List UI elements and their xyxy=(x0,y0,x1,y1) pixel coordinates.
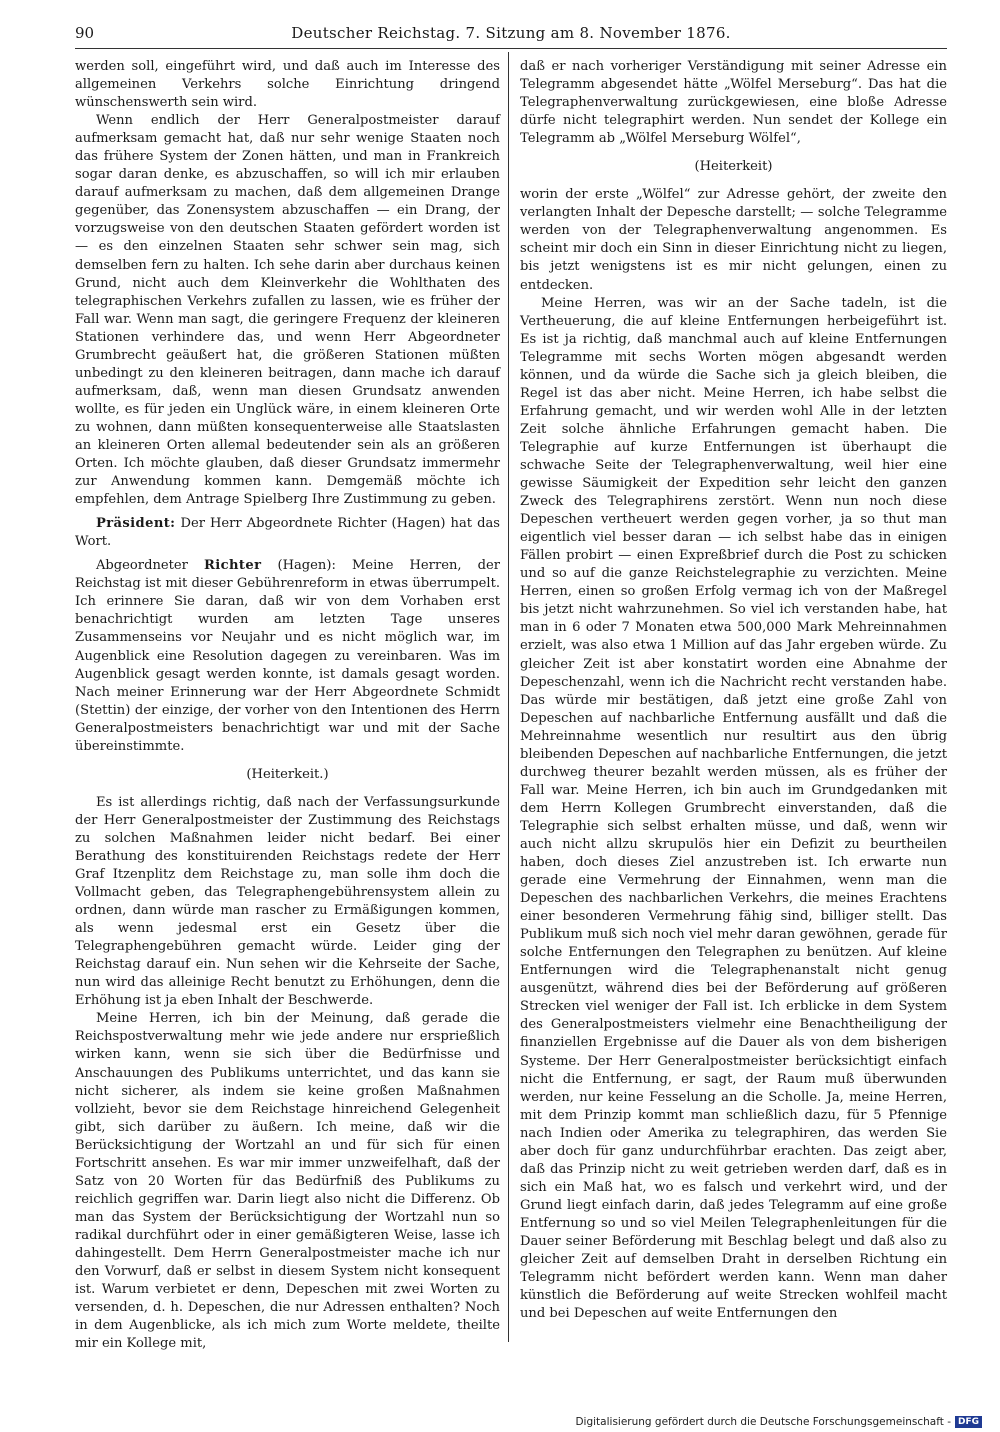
speaker-name: Präsident: xyxy=(95,516,176,532)
speech-text: Der Herr Abgeordnete Richter (Hagen) hat das Wort. xyxy=(75,516,500,550)
page-number: 90 xyxy=(75,24,95,42)
interjection: (Heiterkeit) xyxy=(694,159,773,175)
dfg-logo: DFG xyxy=(955,1416,982,1428)
paragraph: daß er nach vorheriger Verständigung mit seiner Adresse ein Telegramm abgesendet hätte „Wölfel Merseburg“. Das hat die Telegraphenverwaltung zurückgewiesen, eine bloße Adresse dürfe nicht telegraphirt werden. Nun sendet der Kollege ein Telegramm ab „Wölfel Merseburg Wölfel“, xyxy=(520,59,947,147)
running-head: Deutscher Reichstag. 7. Sitzung am 8. November 1876. xyxy=(291,24,731,42)
footer-credit xyxy=(575,1416,982,1428)
paragraph: werden soll, eingeführt wird, und daß auch im Interesse des allgemeinen Verkehrs solche Einrichtung dringend wünschenswerth sein wird. xyxy=(75,59,500,111)
page-header xyxy=(75,22,947,44)
speaker-name: Richter xyxy=(203,558,262,574)
right-column xyxy=(520,58,947,1323)
speech-text: (Hagen): Meine Herren, der Reichstag ist mit dieser Gebührenreform in etwas überrumpelt. Ich erinnere Sie daran, daß wir von dem Vorhaben erst benachrichtigt wurden am letzten Tage unseres Zusammenseins vor Neujahr und es nicht möglich war, im Augenblick eine Resolution dagegen zu vereinbaren. Was im Augenblick gesagt werden konnte, ist damals gesagt worden. Nach meiner Erinnerung war der Herr Abgeordnete Schmidt (Stettin) der einzige, der vorher von den Intentionen des Herrn Generalpostmeisters benachrichtigt war und mit der Sache übereinstimmte. xyxy=(75,558,500,754)
speaker-paragraph xyxy=(75,515,500,551)
paragraph: Meine Herren, ich bin der Meinung, daß gerade die Reichspostverwaltung mehr wie jede andere nur ersprießlich wirken kann, wenn sie sich über die Bedürfnisse und Anschauungen des Publikums unterrichtet, und das kann sie nicht sicherer, als indem sie keine großen Maßnahmen vollzieht, bevor sie dem Reichstage hinreichend Gelegenheit gibt, sich darüber zu äußern. Ich meine, daß wir die Berücksichtigung der Wortzahl an und für sich für einen Fortschritt ansehen. Es war mir immer unzweifelhaft, daß der Satz von 20 Worten für das Bedürfniß des Publikums zu reichlich gegriffen war. Darin liegt also nicht die Differenz. Ob man das System der Berücksichtigung der Wortzahl nun so radikal durchführt oder in einer gemäßigteren Weise, lasse ich dahingestellt. Dem Herrn Generalpostmeister mache ich nur den Vorwurf, daß er selbst in diesem System nicht konsequent ist. Warum verbietet er denn, Depeschen mit zwei Worten zu versenden, d. h. Depeschen, die nur Adressen enthalten? Noch in dem Augenblicke, als ich mich zum Worte meldete, theilte mir ein Kollege mit, xyxy=(75,1011,500,1352)
left-column xyxy=(75,58,500,1353)
interjection: (Heiterkeit.) xyxy=(246,766,329,782)
header-rule xyxy=(75,48,947,49)
paragraph: worin der erste „Wölfel“ zur Adresse gehört, der zweite den verlangten Inhalt der Depesche darstellt; — solche Telegramme werden von der Telegraphenverwaltung angenommen. Es scheint mir doch ein Sinn in dieser Einrichtung nicht zu liegen, bis jetzt wenigstens ist es mir nicht gelungen, einen zu entdecken. xyxy=(520,187,947,293)
paragraph: Es ist allerdings richtig, daß nach der Verfassungsurkunde der Herr Generalpostmeister der Zustimmung des Reichstags zu solchen Maßnahmen leider nicht bedarf. Bei einer Berathung des konstituirenden Reichstags redete der Herr Graf Itzenplitz dem Reichstage zu, man solle ihm doch die Vollmacht geben, das Telegraphengebührensystem allein zu ordnen, dann würde man rascher zu Ermäßigungen kommen, als wenn jedesmal erst ein Gesetz über die Telegraphengebühren gemacht würde. Leider ging der Reichstag darauf ein. Nun sehen wir die Kehrseite der Sache, nun wird das alleinige Recht benutzt zu Erhöhungen, denn die Erhöhung ist ja eben Inhalt der Beschwerde. xyxy=(75,794,500,1009)
speaker-paragraph xyxy=(75,557,500,756)
paragraph: Wenn endlich der Herr Generalpostmeister darauf aufmerksam gemacht hat, daß nur sehr wenige Staaten noch das frühere System der Zonen hätten, und man in Frankreich sogar daran denke, es abzuschaffen, so will ich mir erlauben darauf aufmerksam zu machen, daß dem allgemeinen Drange gegenüber, das Zonensystem abzuschaffen — ein Drang, der vorzugsweise von den deutschen Staaten gefördert worden ist — es den einzelnen Staaten sehr schwer sein mag, sich demselben fern zu halten. Ich sehe darin aber durchaus keinen Grund, nicht auch dem Kleinverkehr die Wohlthaten des telegraphischen Verkehrs zufallen zu lassen, wie es früher der Fall war. Wenn man sagt, die geringere Frequenz der kleineren Stationen verhindere das, und wenn Herr Abgeordneter Grumbrecht geäußert hat, die größeren Stationen müßten unbedingt zu den kleineren beitragen, dann mache ich darauf aufmerksam, daß, wenn man diesen Grundsatz anwenden wollte, es für jeden ein Unglück wäre, in einem kleineren Orte zu wohnen, dann müßten konsequenterweise alle Staatslasten an kleineren Orten allemal bedeutender sein als an größeren Orten. Ich möchte glauben, daß dieser Grundsatz immermehr zur Anwendung kommen kann. Demgemäß möchte ich empfehlen, dem Antrage Spielberg Ihre Zustimmung zu geben. xyxy=(75,113,500,508)
paragraph: Meine Herren, was wir an der Sache tadeln, ist die Vertheuerung, die auf kleine Entfernungen herbeigeführt ist. Es ist ja richtig, daß manchmal auch auf kleine Entfernungen Telegramme mit sechs Worten mögen abgesandt werden können, und da würde die Sache sich ja gleich bleiben, die Regel ist das aber nicht. Meine Herren, ich habe selbst die Erfahrung gemacht, und wir werden wohl Alle in der letzten Zeit solche ähnliche Erfahrungen gemacht haben. Die Telegraphie auf kurze Entfernungen ist überhaupt die schwache Seite der Telegraphenverwaltung, weil hier eine gewisse Säumigkeit der Expedition sehr leicht den ganzen Zweck des Telegraphirens zerstört. Wenn nun noch diese Depeschen vertheuert werden gegen vorher, ja so thut man eigentlich viel besser daran — ich selbst habe das in einigen Fällen probirt — einen Expreßbrief durch die Post zu schicken und so auf die ganze Reichstelegraphie zu verzichten. Meine Herren, einen so großen Erfolg vermag ich von der Maßregel bis jetzt nicht wahrzunehmen. So viel ich verstanden habe, hat man in 6 oder 7 Monaten etwa 500,000 Mark Mehreinnahmen erzielt, was also etwa 1 Million auf das Jahr ergeben würde. Zu gleicher Zeit ist aber konstatirt worden eine Abnahme der Depeschenzahl, wenn ich die Nachricht recht verstanden habe. Das würde mir bestätigen, daß jetzt eine große Zahl von Depeschen auf nachbarliche Entfernung ausfällt und daß die Mehreinnahme wesentlich nur resultirt aus den übrig bleibenden Depeschen auf nachbarliche Entfernungen, die jetzt durchweg theurer bezahlt werden müssen, als es früher der Fall war. Meine Herren, ich bin auch im Grundgedanken mit dem Herrn Kollegen Grumbrecht einverstanden, daß die Telegraphie sich selbst erhalten müsse, und daß, wenn wir auch nicht allzu skrupulös hier ein Defizit zu beurtheilen haben, doch dieses Ziel anzustreben ist. Ich erwarte nun gerade eine Vermehrung der Einnahmen, wenn man die Depeschen des nachbarlichen Verkehrs, die meines Erachtens einer besonderen Vermehrung fähig sind, billiger stellt. Das Publikum muß sich noch viel mehr daran gewöhnen, gerade für solche Entfernungen den Telegraphen zu benützen. Auf kleine Entfernungen wird die Telegraphenanstalt nicht genug ausgenützt, während dies bei der Beförderung auf größeren Strecken viel weniger der Fall ist. Ich erblicke in dem System des Generalpostmeisters vielmehr eine Benachtheiligung der finanziellen Ergebnisse auf die Dauer als von dem bisherigen Systeme. Der Herr Generalpostmeister berücksichtigt einfach nicht die Entfernung, er sagt, der Raum muß überwunden werden, nur keine Fesselung an die Scholle. Ja, meine Herren, mit dem Prinzip kommt man schließlich dazu, für 5 Pfennige nach Indien oder Amerika zu telegraphiren, das werden Sie aber doch für ganz undurchführbar erachten. Das zeigt aber, daß das Prinzip nicht zu weit getrieben werden darf, daß es in sich ein Maß hat, wo es falsch und verkehrt wird, und der Grund liegt einfach darin, daß jedes Telegramm auf eine große Entfernung so und so viel Meilen Telegraphenleitungen für die Dauer seiner Beförderung mit Beschlag belegt und daß also zu gleicher Zeit auf demselben Draht in derselben Richtung ein Telegramm nicht befördert werden kann. Wenn man daher künstlich die Beförderung auf weite Strecken wohlfeil macht und bei Depeschen auf weite Entfernungen den xyxy=(520,295,947,1322)
speaker-title: Abgeordneter xyxy=(95,558,188,574)
column-divider xyxy=(508,52,509,1342)
footer-text: Digitalisierung gefördert durch die Deutsche Forschungsgemeinschaft - xyxy=(575,1416,951,1428)
